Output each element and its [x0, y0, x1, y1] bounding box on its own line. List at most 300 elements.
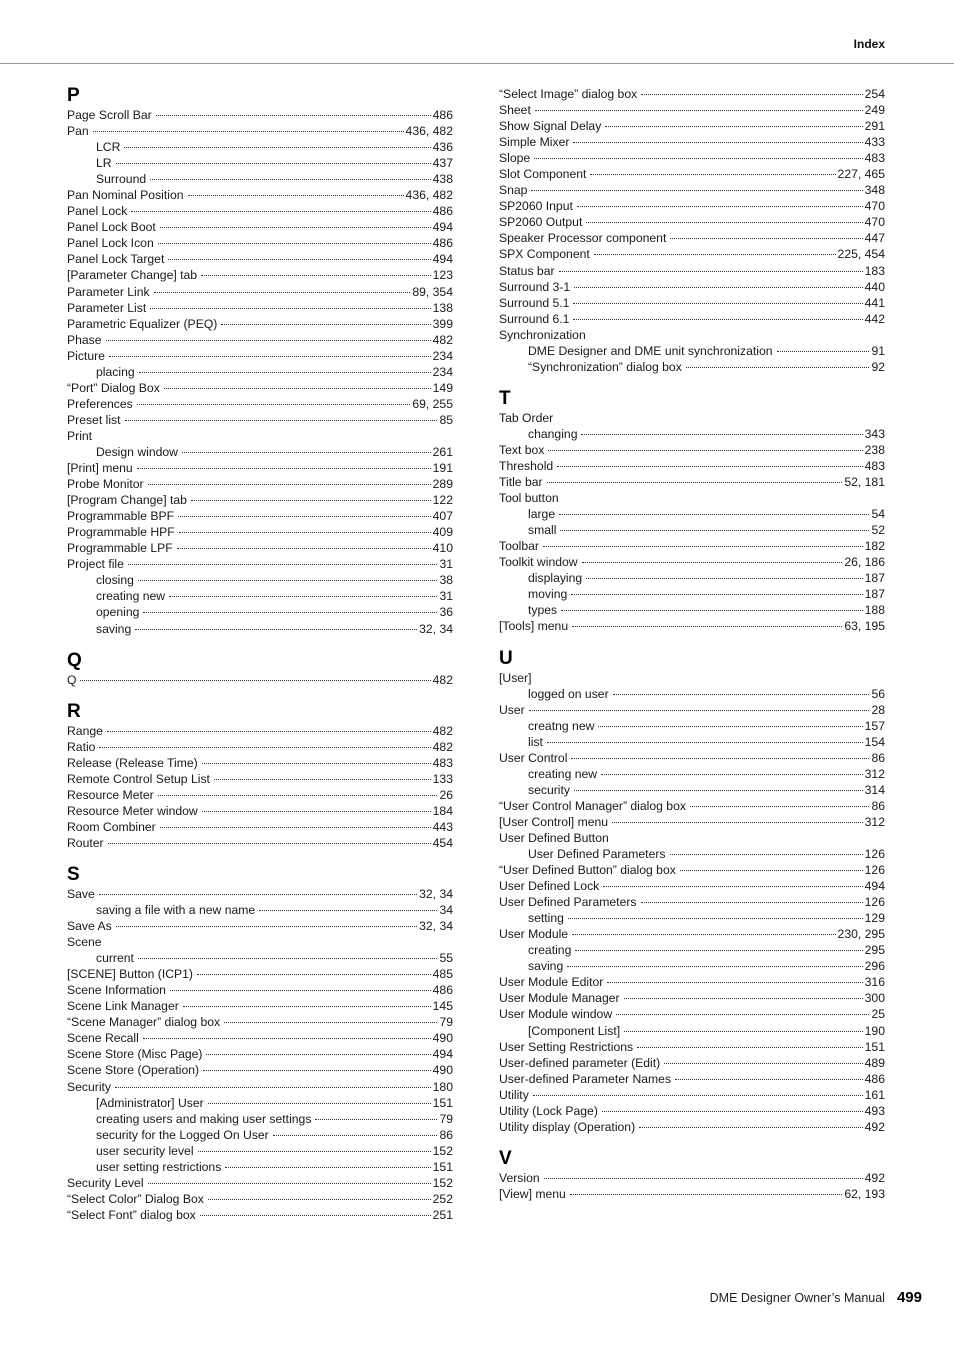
- index-subentry: [499, 522, 885, 538]
- index-entry: [67, 348, 453, 364]
- section-letter: R: [67, 700, 81, 722]
- entry-pages: 436, 482: [405, 124, 453, 139]
- index-entry: [499, 86, 885, 102]
- index-entry: [67, 396, 453, 412]
- dot-leader: [582, 562, 843, 563]
- entry-term: User Module Manager: [499, 991, 620, 1006]
- index-section: [499, 649, 885, 1135]
- dot-leader: [128, 564, 438, 565]
- dot-leader: [160, 227, 431, 228]
- index-entry: [499, 1071, 885, 1087]
- entry-term: creating: [528, 943, 572, 958]
- index-entry: [67, 300, 453, 316]
- dot-leader: [148, 484, 431, 485]
- entry-pages: 56: [871, 686, 885, 701]
- index-entry: [67, 966, 453, 982]
- dot-leader: [203, 1070, 431, 1071]
- dot-leader: [116, 926, 417, 927]
- entry-term: Release (Release Time): [67, 755, 198, 770]
- index-entry: [499, 214, 885, 230]
- entry-term: Toolbar: [499, 539, 539, 554]
- dot-leader: [603, 886, 862, 887]
- index-entry: [67, 771, 453, 787]
- entry-term: User Module Editor: [499, 975, 604, 990]
- index-entry: [499, 670, 885, 686]
- entry-pages: 54: [871, 507, 885, 522]
- entry-pages: 486: [864, 1071, 885, 1086]
- dot-leader: [202, 763, 431, 764]
- entry-pages: 261: [432, 444, 453, 459]
- entry-term: Pan: [67, 124, 89, 139]
- entry-term: Scene Link Manager: [67, 999, 179, 1014]
- entry-term: types: [528, 603, 558, 618]
- index-subentry: [499, 506, 885, 522]
- dot-leader: [148, 1183, 431, 1184]
- dot-leader: [214, 779, 431, 780]
- entry-term: LR: [96, 156, 112, 171]
- index-subentry: [499, 942, 885, 958]
- entry-pages: 32, 34: [419, 886, 453, 901]
- index-entry: [67, 107, 453, 123]
- entry-term: “Port” Dialog Box: [67, 380, 160, 395]
- entry-pages: 407: [432, 509, 453, 524]
- entry-term: Preset list: [67, 412, 121, 427]
- dot-leader: [613, 694, 870, 695]
- index-entry: [499, 490, 885, 506]
- dot-leader: [680, 870, 863, 871]
- entry-pages: 138: [432, 300, 453, 315]
- entry-term: saving: [528, 959, 564, 974]
- dot-leader: [572, 626, 842, 627]
- dot-leader: [573, 319, 862, 320]
- dot-leader: [547, 742, 863, 743]
- entry-pages: 152: [432, 1143, 453, 1158]
- entry-pages: 486: [432, 983, 453, 998]
- index-entry: [67, 428, 453, 444]
- entry-pages: 184: [432, 803, 453, 818]
- entry-term: [User]: [499, 670, 532, 685]
- index-entry: [67, 1191, 453, 1207]
- entry-pages: 230, 295: [837, 927, 885, 942]
- entry-term: User Control: [499, 750, 568, 765]
- entry-pages: 187: [864, 571, 885, 586]
- page-number: 499: [896, 1289, 922, 1306]
- entry-term: User Module: [499, 927, 569, 942]
- dot-leader: [547, 482, 843, 483]
- entry-term: Security Level: [67, 1175, 144, 1190]
- index-entry: [499, 182, 885, 198]
- entry-term: Resource Meter window: [67, 803, 198, 818]
- index-entry: [499, 474, 885, 490]
- entry-term: Programmable HPF: [67, 525, 175, 540]
- manual-title: DME Designer Owner’s Manual: [709, 1291, 885, 1305]
- index-entry: [67, 886, 453, 902]
- dot-leader: [206, 1054, 430, 1055]
- index-entry: [499, 1119, 885, 1135]
- dot-leader: [224, 1022, 437, 1023]
- index-entry: [499, 1186, 885, 1202]
- entry-pages: 492: [864, 1170, 885, 1185]
- entry-term: “User Control Manager” dialog box: [499, 798, 686, 813]
- entry-pages: 490: [432, 1063, 453, 1078]
- dot-leader: [570, 1194, 842, 1195]
- index-entry: [67, 1046, 453, 1062]
- entry-term: Sheet: [499, 103, 531, 118]
- entry-pages: 486: [432, 236, 453, 251]
- index-subentry: [499, 766, 885, 782]
- entry-term: “Select Color” Dialog Box: [67, 1191, 204, 1206]
- index-entry: [499, 926, 885, 942]
- entry-pages: 86: [439, 1127, 453, 1142]
- index-subentry: [499, 846, 885, 862]
- entry-pages: 440: [864, 279, 885, 294]
- dot-leader: [567, 966, 862, 967]
- dot-leader: [616, 1014, 869, 1015]
- index-section: [67, 702, 453, 851]
- dot-leader: [273, 1135, 438, 1136]
- dot-leader: [670, 238, 862, 239]
- entry-pages: 483: [432, 755, 453, 770]
- entry-term: [Tools] menu: [499, 619, 569, 634]
- index-subentry: [67, 444, 453, 460]
- entry-pages: 234: [432, 364, 453, 379]
- entry-term: [User Control] menu: [499, 814, 609, 829]
- section-letter: U: [499, 647, 513, 669]
- index-entry: [67, 835, 453, 851]
- index-entry: [499, 862, 885, 878]
- dot-leader: [601, 774, 863, 775]
- index-entry: [67, 787, 453, 803]
- index-entry: [67, 739, 453, 755]
- entry-term: Probe Monitor: [67, 477, 144, 492]
- entry-term: User Defined Parameters: [499, 895, 637, 910]
- index-entry: [67, 803, 453, 819]
- entry-term: Router: [67, 835, 104, 850]
- index-subentry: [499, 426, 885, 442]
- dot-leader: [612, 822, 863, 823]
- section-letter: S: [67, 863, 80, 885]
- dot-leader: [137, 468, 431, 469]
- entry-pages: 133: [432, 771, 453, 786]
- entry-term: security for the Logged On User: [96, 1127, 269, 1142]
- entry-pages: 291: [864, 119, 885, 134]
- index-entry: [499, 702, 885, 718]
- entry-pages: 157: [864, 718, 885, 733]
- dot-leader: [670, 854, 863, 855]
- entry-pages: 62, 193: [844, 1186, 885, 1201]
- index-entry: [67, 251, 453, 267]
- entry-pages: 52, 181: [844, 475, 885, 490]
- running-header-title: Index: [853, 37, 885, 51]
- index-entry: [67, 1175, 453, 1191]
- entry-term: large: [528, 507, 556, 522]
- entry-term: Programmable BPF: [67, 509, 175, 524]
- entry-term: Synchronization: [499, 327, 586, 342]
- index-entry: [67, 1079, 453, 1095]
- index-entry: [67, 219, 453, 235]
- dot-leader: [624, 1031, 863, 1032]
- entry-term: “Select Font” dialog box: [67, 1207, 196, 1222]
- entry-term: saving: [96, 621, 132, 636]
- dot-leader: [116, 163, 431, 164]
- entry-pages: 482: [432, 739, 453, 754]
- entry-term: SP2060 Output: [499, 215, 583, 230]
- index-subentry: [67, 171, 453, 187]
- entry-term: closing: [96, 573, 134, 588]
- entry-pages: 227, 465: [837, 167, 885, 182]
- dot-leader: [225, 1167, 430, 1168]
- dot-leader: [561, 610, 863, 611]
- entry-pages: 316: [864, 975, 885, 990]
- entry-pages: 442: [864, 311, 885, 326]
- entry-pages: 31: [439, 589, 453, 604]
- dot-leader: [115, 1087, 431, 1088]
- index-entry: [67, 267, 453, 283]
- dot-leader: [605, 126, 862, 127]
- entry-term: User Module window: [499, 1007, 613, 1022]
- entry-term: User Defined Parameters: [528, 847, 666, 862]
- entry-pages: 485: [432, 967, 453, 982]
- dot-leader: [201, 275, 431, 276]
- entry-term: User Defined Lock: [499, 879, 600, 894]
- index-subentry: [67, 902, 453, 918]
- entry-term: Toolkit window: [499, 555, 578, 570]
- entry-term: Parameter List: [67, 300, 147, 315]
- dot-leader: [160, 827, 431, 828]
- dot-leader: [594, 254, 836, 255]
- entry-term: Utility: [499, 1087, 529, 1102]
- section-letter: T: [499, 387, 511, 409]
- index-subentry: [67, 1143, 453, 1159]
- entry-pages: 492: [864, 1119, 885, 1134]
- index-entry: [67, 540, 453, 556]
- index-entry: [499, 974, 885, 990]
- index-subentry: [67, 364, 453, 380]
- entry-pages: 152: [432, 1175, 453, 1190]
- entry-pages: 251: [432, 1207, 453, 1222]
- index-entry: [499, 878, 885, 894]
- entry-term: Surround: [96, 172, 147, 187]
- entry-pages: 38: [439, 573, 453, 588]
- entry-term: moving: [528, 587, 568, 602]
- entry-term: Status bar: [499, 263, 555, 278]
- dot-leader: [202, 811, 431, 812]
- index-section: [67, 651, 453, 688]
- entry-pages: 126: [864, 895, 885, 910]
- entry-pages: 31: [439, 557, 453, 572]
- dot-leader: [170, 990, 431, 991]
- dot-leader: [641, 902, 863, 903]
- index-subentry: [499, 718, 885, 734]
- index-entry: [67, 982, 453, 998]
- dot-leader: [535, 110, 863, 111]
- entry-term: User-defined parameter (Edit): [499, 1055, 661, 1070]
- index-subentry: [67, 572, 453, 588]
- entry-term: Panel Lock Icon: [67, 236, 154, 251]
- dot-leader: [177, 548, 431, 549]
- entry-term: [Administrator] User: [96, 1095, 204, 1110]
- index-subentry: [499, 602, 885, 618]
- entry-term: Tab Order: [499, 410, 554, 425]
- dot-leader: [106, 340, 431, 341]
- entry-pages: 454: [432, 835, 453, 850]
- index-entry: [67, 235, 453, 251]
- index-subentry: [499, 1023, 885, 1039]
- entry-term: Title bar: [499, 475, 543, 490]
- entry-term: [Print] menu: [67, 461, 133, 476]
- entry-pages: 151: [432, 1159, 453, 1174]
- entry-term: Simple Mixer: [499, 135, 570, 150]
- index-entry: [499, 750, 885, 766]
- entry-term: Phase: [67, 332, 102, 347]
- entry-term: User-defined Parameter Names: [499, 1071, 672, 1086]
- index-subentry: [67, 950, 453, 966]
- index-entry: [67, 508, 453, 524]
- entry-pages: 399: [432, 316, 453, 331]
- index-column-left: [67, 86, 453, 1223]
- entry-pages: 191: [432, 461, 453, 476]
- index-entry: [499, 246, 885, 262]
- entry-pages: 437: [432, 156, 453, 171]
- index-entry: [499, 458, 885, 474]
- index-subentry: [67, 1127, 453, 1143]
- entry-term: [Parameter Change] tab: [67, 268, 198, 283]
- entry-pages: 180: [432, 1079, 453, 1094]
- dot-leader: [135, 629, 417, 630]
- index-entry: [67, 412, 453, 428]
- entry-term: placing: [96, 364, 135, 379]
- index-entry: [67, 460, 453, 476]
- dot-leader: [139, 372, 431, 373]
- entry-pages: 151: [864, 1039, 885, 1054]
- entry-term: Scene: [67, 935, 102, 950]
- entry-pages: 436: [432, 140, 453, 155]
- entry-pages: 486: [432, 108, 453, 122]
- index-subentry: [499, 958, 885, 974]
- index-entry: [499, 410, 885, 426]
- entry-term: Parametric Equalizer (PEQ): [67, 316, 218, 331]
- entry-pages: 79: [439, 1111, 453, 1126]
- index-subentry: [67, 155, 453, 171]
- dot-leader: [777, 351, 870, 352]
- dot-leader: [138, 958, 438, 959]
- entry-pages: 483: [864, 151, 885, 166]
- entry-pages: 438: [432, 172, 453, 187]
- entry-pages: 493: [864, 1103, 885, 1118]
- entry-term: Slope: [499, 151, 531, 166]
- index-entry: [499, 442, 885, 458]
- dot-leader: [607, 982, 862, 983]
- index-entry: [499, 1170, 885, 1186]
- dot-leader: [182, 452, 431, 453]
- index-entry: [499, 538, 885, 554]
- index-subentry: [67, 139, 453, 155]
- dot-leader: [664, 1063, 862, 1064]
- entry-pages: 252: [432, 1191, 453, 1206]
- dot-leader: [221, 324, 430, 325]
- entry-pages: 254: [864, 87, 885, 101]
- index-subentry: [499, 734, 885, 750]
- index-section: [67, 86, 453, 637]
- entry-pages: 225, 454: [837, 247, 885, 262]
- dot-leader: [108, 843, 431, 844]
- dot-leader: [99, 747, 430, 748]
- index-entry: [499, 830, 885, 846]
- dot-leader: [131, 211, 430, 212]
- index-entry: [67, 492, 453, 508]
- section-letter: Q: [67, 649, 82, 671]
- entry-pages: 482: [432, 332, 453, 347]
- entry-pages: 312: [864, 766, 885, 781]
- index-subentry: [67, 604, 453, 620]
- entry-term: Pan Nominal Position: [67, 188, 184, 203]
- entry-term: Ratio: [67, 739, 96, 754]
- entry-pages: 296: [864, 959, 885, 974]
- dot-leader: [315, 1119, 437, 1120]
- index-entry: [499, 894, 885, 910]
- entry-pages: 92: [871, 359, 885, 374]
- entry-pages: 32, 34: [419, 919, 453, 934]
- dot-leader: [639, 1127, 863, 1128]
- index-entry: [499, 166, 885, 182]
- index-subentry: [67, 1111, 453, 1127]
- dot-leader: [573, 303, 862, 304]
- entry-term: Remote Control Setup List: [67, 771, 210, 786]
- entry-pages: 234: [432, 348, 453, 363]
- dot-leader: [178, 516, 431, 517]
- entry-term: Tool button: [499, 491, 559, 506]
- entry-pages: 314: [864, 782, 885, 797]
- entry-pages: 26, 186: [844, 555, 885, 570]
- dot-leader: [529, 710, 870, 711]
- dot-leader: [637, 1047, 863, 1048]
- entry-pages: 161: [864, 1087, 885, 1102]
- entry-pages: 482: [432, 723, 453, 738]
- entry-term: Snap: [499, 183, 528, 198]
- index-entry: [499, 118, 885, 134]
- index-entry: [499, 1103, 885, 1119]
- entry-term: “Scene Manager” dialog box: [67, 1015, 221, 1030]
- index-entry: [499, 798, 885, 814]
- entry-term: user security level: [96, 1143, 194, 1158]
- dot-leader: [125, 420, 438, 421]
- dot-leader: [109, 356, 431, 357]
- dot-leader: [581, 434, 862, 435]
- index-entry: [67, 672, 453, 688]
- index-entry: [67, 187, 453, 203]
- index-subentry: [67, 1159, 453, 1175]
- dot-leader: [183, 1006, 431, 1007]
- entry-term: Threshold: [499, 458, 554, 473]
- dot-leader: [598, 726, 862, 727]
- entry-term: Security: [67, 1079, 112, 1094]
- dot-leader: [200, 1215, 431, 1216]
- dot-leader: [571, 594, 862, 595]
- dot-leader: [150, 308, 430, 309]
- entry-pages: 86: [871, 798, 885, 813]
- index-subentry: [67, 588, 453, 604]
- dot-leader: [164, 388, 431, 389]
- entry-term: security: [528, 782, 570, 797]
- entry-pages: 183: [864, 263, 885, 278]
- dot-leader: [641, 94, 862, 95]
- index-entry: [67, 1014, 453, 1030]
- index-entry: [499, 102, 885, 118]
- entry-term: opening: [96, 605, 140, 620]
- entry-term: Picture: [67, 348, 105, 363]
- entry-pages: 433: [864, 135, 885, 150]
- index-entry: [499, 814, 885, 830]
